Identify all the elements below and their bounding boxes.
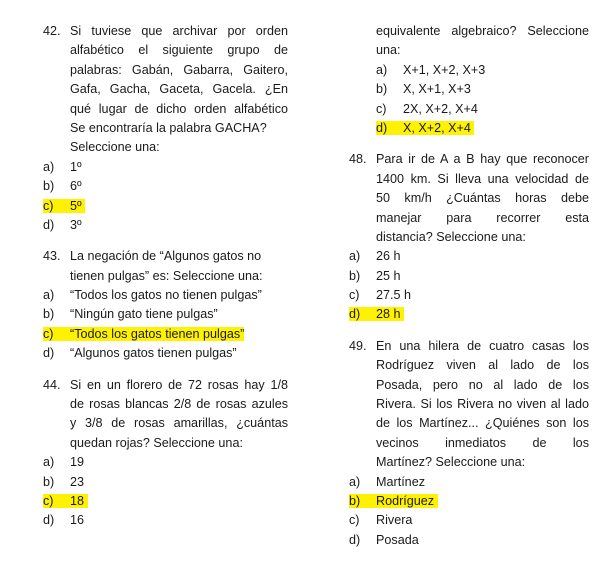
question-number: 48. (349, 152, 367, 167)
question-text-line: quedan rojas? Seleccione una: (70, 435, 243, 450)
question-48 (349, 150, 589, 325)
question-text-line: equivalente algebraico? Seleccione (376, 24, 589, 38)
question-47-continued (349, 22, 589, 138)
question-text-line: vecinos inmediatos de los (376, 435, 589, 450)
question-number: 44. (43, 377, 61, 392)
answer-option[interactable]: b) “Ningún gato tiene pulgas” (43, 307, 218, 322)
answer-option-highlighted[interactable]: d) 28 h (349, 305, 589, 324)
question-text-line: Rivera. Si los Rivera no viven al lado (376, 397, 589, 412)
question-text-line: Gafa, Gacha, Gaceta, Gacela. ¿En (70, 82, 288, 97)
answer-option[interactable]: c) 2X, X+2, X+4 (376, 101, 478, 116)
question-text-line: palabras: Gabán, Gabarra, Gaitero, (70, 62, 288, 77)
question-text-line: manejar para recorrer esta (376, 210, 589, 225)
right-column (349, 22, 589, 550)
question-text-line: distancia? Seleccione una: (376, 229, 526, 244)
answer-option[interactable]: a) 1º (43, 159, 82, 174)
question-text-line: 44. Si en un florero de 72 rosas hay 1/8 (43, 376, 288, 395)
question-text-line: Martínez? Seleccione una: (376, 455, 526, 470)
answer-option[interactable]: a) “Todos los gatos no tienen pulgas” (43, 288, 262, 303)
spacer (349, 325, 589, 337)
question-text-line: Posada, pero no al lado de los (376, 377, 589, 392)
question-43 (43, 247, 288, 363)
answer-option[interactable]: d) Posada (349, 532, 419, 547)
answer-option[interactable]: d) “Algunos gatos tienen pulgas” (43, 346, 237, 361)
spacer (349, 138, 589, 150)
question-text-line: de rosas blancas 2/8 de rosas azules (70, 397, 288, 412)
answer-option[interactable]: b) X, X+1, X+3 (376, 82, 471, 97)
spacer (43, 235, 288, 247)
answer-option[interactable]: a) Martínez (349, 474, 425, 489)
answer-option[interactable]: d) 3º (43, 217, 82, 232)
question-number: 42. (43, 24, 61, 38)
answer-option-highlighted[interactable]: c) 18 (43, 492, 288, 511)
question-number: 43. (43, 249, 61, 264)
answer-option[interactable]: d) 16 (43, 513, 85, 528)
question-text-line: Se encontraría la palabra GACHA? (70, 120, 267, 135)
question-text-line: tienen pulgas” es: Seleccione una: (70, 268, 263, 283)
answer-option-highlighted[interactable]: c) 5º (43, 197, 288, 216)
answer-option-highlighted[interactable]: b) Rodríguez (349, 492, 589, 511)
question-text-line: 43. La negación de “Algunos gatos no (43, 247, 288, 266)
answer-option-highlighted[interactable]: c) “Todos los gatos tienen pulgas” (43, 326, 245, 341)
spacer (43, 364, 288, 376)
question-text-line: Seleccione una: (70, 140, 160, 155)
question-text-line: 1400 km. Si lleva una velocidad de (376, 171, 589, 186)
question-text-line: de los Martínez... ¿Quiénes son los (376, 416, 589, 431)
question-text-line: qué lugar de dicho orden alfabético (70, 101, 288, 116)
question-44 (43, 376, 288, 531)
question-42 (43, 22, 288, 235)
answer-option[interactable]: b) 25 h (349, 268, 401, 283)
answer-option[interactable]: a) 19 (43, 455, 85, 470)
answer-option[interactable]: a) 26 h (349, 249, 401, 264)
answer-option[interactable]: a) X+1, X+2, X+3 (376, 62, 486, 77)
question-49 (349, 337, 589, 550)
left-column (43, 22, 288, 531)
answer-option[interactable]: b) 6º (43, 179, 82, 194)
answer-option[interactable]: c) 27.5 h (349, 288, 412, 303)
question-text-line: 49. En una hilera de cuatro casas los (349, 337, 589, 356)
question-text-line: alfabético el siguiente grupo de (70, 43, 288, 58)
answer-option[interactable]: c) Rivera (349, 513, 413, 528)
question-text-line: 42. Si tuviese que archivar por orden (43, 22, 288, 41)
question-text-line: 50 km/h ¿Cuántas horas debe (376, 191, 589, 206)
question-number: 49. (349, 338, 367, 353)
question-text-line: Rodríguez viven al lado de los (376, 358, 589, 373)
question-text-line: y 3/8 de rosas amarillas, ¿cuántas (70, 416, 288, 431)
question-text-line: 48. Para ir de A a B hay que reconocer (349, 150, 589, 169)
answer-option-highlighted[interactable]: d) X, X+2, X+4 (349, 119, 589, 138)
question-text-line: una: (376, 43, 401, 58)
answer-option[interactable]: b) 23 (43, 474, 85, 489)
